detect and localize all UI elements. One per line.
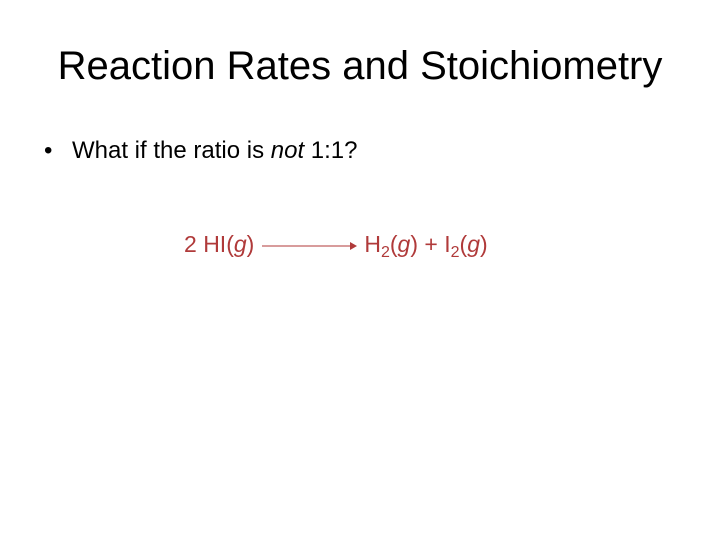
product1-state: g [397, 231, 411, 257]
bullet-marker: • [44, 137, 53, 164]
product1-subscript: 2 [380, 244, 390, 261]
plus-sign: + [424, 231, 438, 257]
bullet-text-end: 1:1? [304, 137, 358, 164]
slide-title: Reaction Rates and Stoichiometry [57, 44, 663, 88]
reactant-state: g [233, 231, 247, 257]
product2-state: g [467, 231, 480, 257]
reactant-formula: HI [203, 231, 227, 257]
reaction-arrow-icon [260, 239, 358, 253]
chemical-equation: 2 HI(g) $H_2(g) + I_2(g)$ [184, 231, 488, 261]
product2-formula: I [444, 231, 451, 257]
reactant-coefficient: 2 [184, 231, 197, 257]
product1-formula: H [364, 231, 381, 257]
product2-subscript: 2 [450, 244, 460, 261]
bullet-text-start: What if the ratio is [72, 137, 271, 164]
bullet-item [44, 134, 358, 168]
bullet-text-emphasis: not [270, 137, 305, 164]
